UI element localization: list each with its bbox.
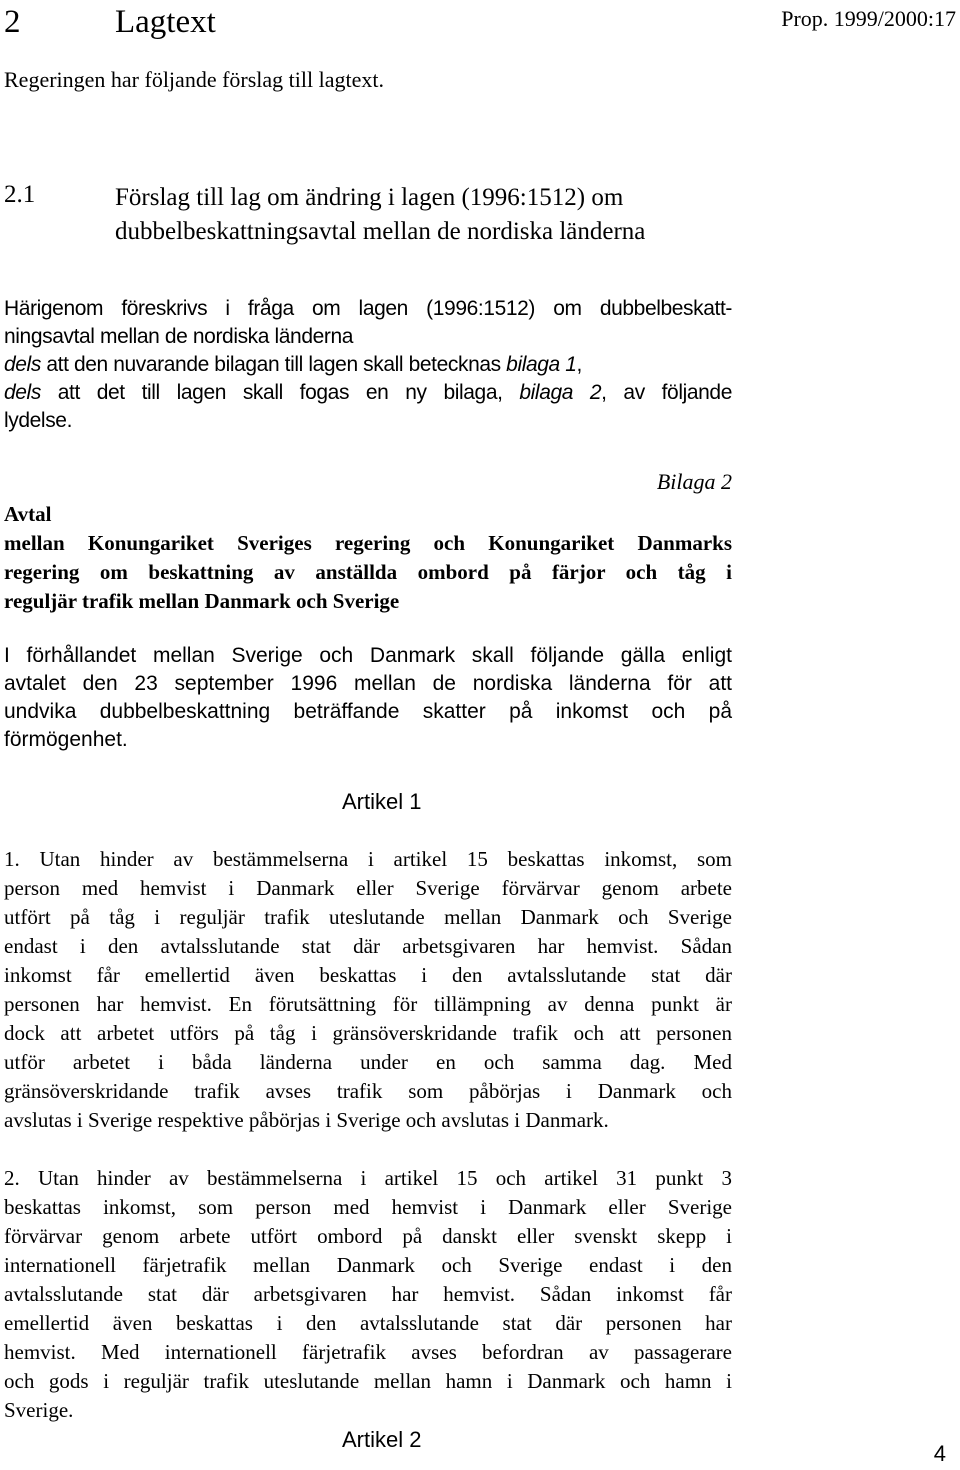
article-2-heading: Artikel 2 <box>342 1427 422 1452</box>
paragraph-line: undvika dubbelbeskattning beträffande skatter på inkomst och på <box>4 700 732 723</box>
emphasis: bilaga 2 <box>519 381 602 404</box>
paragraph-line: förmögenhet. <box>4 728 128 751</box>
preamble-text: , <box>576 353 582 376</box>
chapter-number: 2 <box>4 4 21 40</box>
section-title-line: Förslag till lag om ändring i lagen (1996:1512) om <box>115 184 624 211</box>
emphasis: dels <box>4 353 41 376</box>
article-1-heading: Artikel 1 <box>342 789 422 814</box>
article-1-point-2 <box>4 1164 732 1425</box>
paragraph-line: beskattas inkomst, som person med hemvist i Danmark eller Sverige <box>4 1195 732 1219</box>
paragraph-line: person med hemvist i Danmark eller Sverige förvärvar genom arbete <box>4 876 732 900</box>
paragraph-line: endast i den avtalsslutande stat där arbetsgivaren har hemvist. Sådan <box>4 934 732 958</box>
treaty-title-line: mellan Konungariket Sveriges regering och Konungariket Danmarks <box>4 531 732 555</box>
article-1-point-1 <box>4 845 732 1135</box>
preamble-line: Härigenom föreskrivs i fråga om lagen (1996:1512) om dubbelbeskatt- <box>4 297 732 320</box>
paragraph-line: avtalsslutande stat där arbetsgivaren har hemvist. Sådan inkomst får <box>4 1282 732 1306</box>
paragraph-line: hemvist. Med internationell färjetrafik avses befordran av passagerare <box>4 1340 732 1364</box>
paragraph-line: Sverige. <box>4 1398 74 1422</box>
page-number: 4 <box>933 1441 946 1466</box>
paragraph-line: personen har hemvist. En förutsättning för tillämpning av denna punkt är <box>4 992 732 1016</box>
emphasis: dels <box>4 381 41 404</box>
paragraph-line: avtalet den 23 september 1996 mellan de nordiska länderna för att <box>4 672 732 695</box>
preamble-text: att det till lagen skall fogas en ny bilaga, <box>40 381 520 404</box>
treaty-title-line: Avtal <box>4 502 52 526</box>
paragraph-line: och gods i reguljär trafik uteslutande mellan hamn i Danmark och hamn i <box>4 1369 732 1393</box>
section-number: 2.1 <box>4 181 36 208</box>
paragraph-line: emellertid även beskattas i den avtalsslutande stat där personen har <box>4 1311 732 1335</box>
intro-text: Regeringen har följande förslag till lagtext. <box>4 67 384 92</box>
treaty-title-line: regering om beskattning av anställda ombord på färjor och tåg i <box>4 560 732 584</box>
proposition-reference: Prop. 1999/2000:17 <box>781 6 956 31</box>
paragraph-line: utfört på tåg i reguljär trafik uteslutande mellan Danmark och Sverige <box>4 905 732 929</box>
paragraph-line: avslutas i Sverige respektive påbörjas i Sverige och avslutas i Danmark. <box>4 1108 609 1132</box>
preamble-line <box>4 351 732 379</box>
paragraph-line: förvärvar genom arbete utfört ombord på danskt eller svenskt skepp i <box>4 1224 732 1248</box>
preamble-text: att den nuvarande bilagan till lagen skall betecknas <box>40 353 507 376</box>
preamble-line: ningsavtal mellan de nordiska länderna <box>4 325 354 348</box>
chapter-title: Lagtext <box>115 4 216 40</box>
paragraph-line: inkomst får emellertid även beskattas i den avtalsslutande stat där <box>4 963 732 987</box>
preamble-line: lydelse. <box>4 409 73 432</box>
paragraph-line: utför arbetet i båda länderna under en och samma dag. Med <box>4 1050 732 1074</box>
treaty-title-line: reguljär trafik mellan Danmark och Sverige <box>4 589 400 613</box>
paragraph-line: 2. Utan hinder av bestämmelserna i artikel 15 och artikel 31 punkt 3 <box>4 1166 732 1190</box>
emphasis: bilaga 1 <box>506 353 577 376</box>
preamble-line <box>4 379 732 407</box>
paragraph-line: 1. Utan hinder av bestämmelserna i artikel 15 beskattas inkomst, som <box>4 847 732 871</box>
paragraph-line: gränsöverskridande trafik avses trafik som påbörjas i Danmark och <box>4 1079 732 1103</box>
treaty-title <box>4 500 732 616</box>
section-title-line: dubbelbeskattningsavtal mellan de nordiska länderna <box>115 218 646 245</box>
preamble-text: , av följande <box>601 381 732 404</box>
section-title <box>115 181 645 249</box>
preamble <box>4 295 732 435</box>
paragraph-line: internationell färjetrafik mellan Danmark och Sverige endast i den <box>4 1253 732 1277</box>
annex-label: Bilaga 2 <box>656 469 732 494</box>
paragraph-intro <box>4 642 732 754</box>
paragraph-line: I förhållandet mellan Sverige och Danmark skall följande gälla enligt <box>4 644 732 667</box>
paragraph-line: dock att arbetet utförs på tåg i gränsöverskridande trafik och att personen <box>4 1021 732 1045</box>
